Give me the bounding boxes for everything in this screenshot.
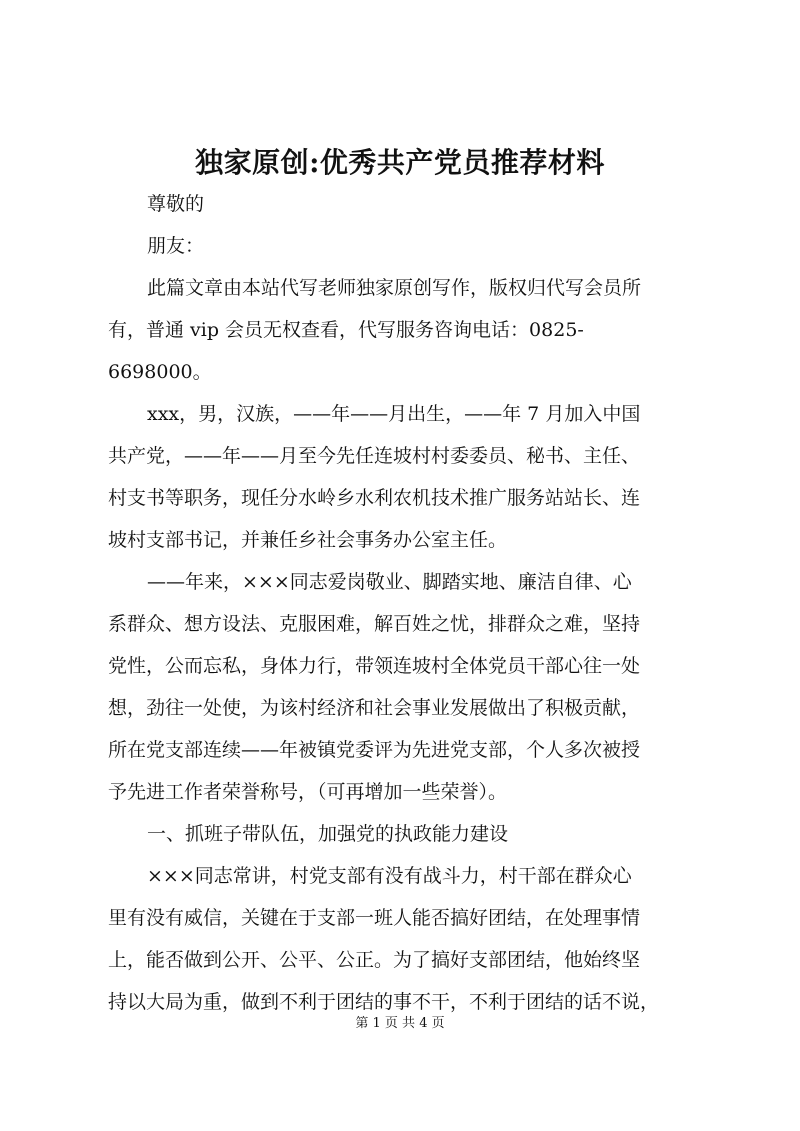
- paragraph-line: 6698000。: [108, 361, 212, 383]
- paragraph-line: 村支书等职务，现任分水岭乡水利农机技术推广服务站站长、连: [108, 487, 641, 509]
- paragraph-line: ——年来，×××同志爱岗敬业、脚踏实地、廉洁自律、心: [147, 571, 632, 593]
- paragraph-line: ×××同志常讲，村党支部有没有战斗力，村干部在群众心: [147, 865, 632, 887]
- salutation-line: 朋友：: [147, 235, 205, 257]
- section-heading: 一、抓班子带队伍，加强党的执政能力建设: [147, 823, 509, 845]
- salutation-line: 尊敬的: [147, 193, 205, 215]
- paragraph-line: xxx，男，汉族，——年——月出生，——年 7 月加入中国: [147, 403, 641, 425]
- paragraph-line: 系群众、想方设法、克服困难，解百姓之忧，排群众之难，坚持: [108, 613, 641, 635]
- document-title: 独家原创:优秀共产党员推荐材料: [195, 146, 605, 179]
- paragraph-line: 有，普通 vip 会员无权查看，代写服务咨询电话：0825-: [108, 319, 584, 341]
- document-body: [108, 183, 718, 1023]
- paragraph-line: 上，能否做到公开、公平、公正。为了搞好支部团结，他始终坚: [108, 949, 641, 971]
- paragraph-line: 共产党，——年——月至今先任连坡村村委委员、秘书、主任、: [108, 445, 641, 467]
- paragraph-line: 予先进工作者荣誉称号，（可再增加一些荣誉）。: [108, 781, 508, 803]
- paragraph-line: 想，劲往一处使，为该村经济和社会事业发展做出了积极贡献，: [108, 697, 641, 719]
- paragraph-line: 坡村支部书记，并兼任乡社会事务办公室主任。: [108, 529, 508, 551]
- paragraph-line: 此篇文章由本站代写老师独家原创写作，版权归代写会员所: [147, 277, 642, 299]
- paragraph-line: 里有没有威信，关键在于支部一班人能否搞好团结，在处理事情: [108, 907, 641, 929]
- page-number-footer: 第 1 页 共 4 页: [355, 1016, 445, 1031]
- paragraph-line: 所在党支部连续——年被镇党委评为先进党支部，个人多次被授: [108, 739, 641, 761]
- paragraph-line: 持以大局为重，做到不利于团结的事不干，不利于团结的话不说，: [108, 991, 660, 1013]
- paragraph-line: 党性，公而忘私，身体力行，带领连坡村全体党员干部心往一处: [108, 655, 641, 677]
